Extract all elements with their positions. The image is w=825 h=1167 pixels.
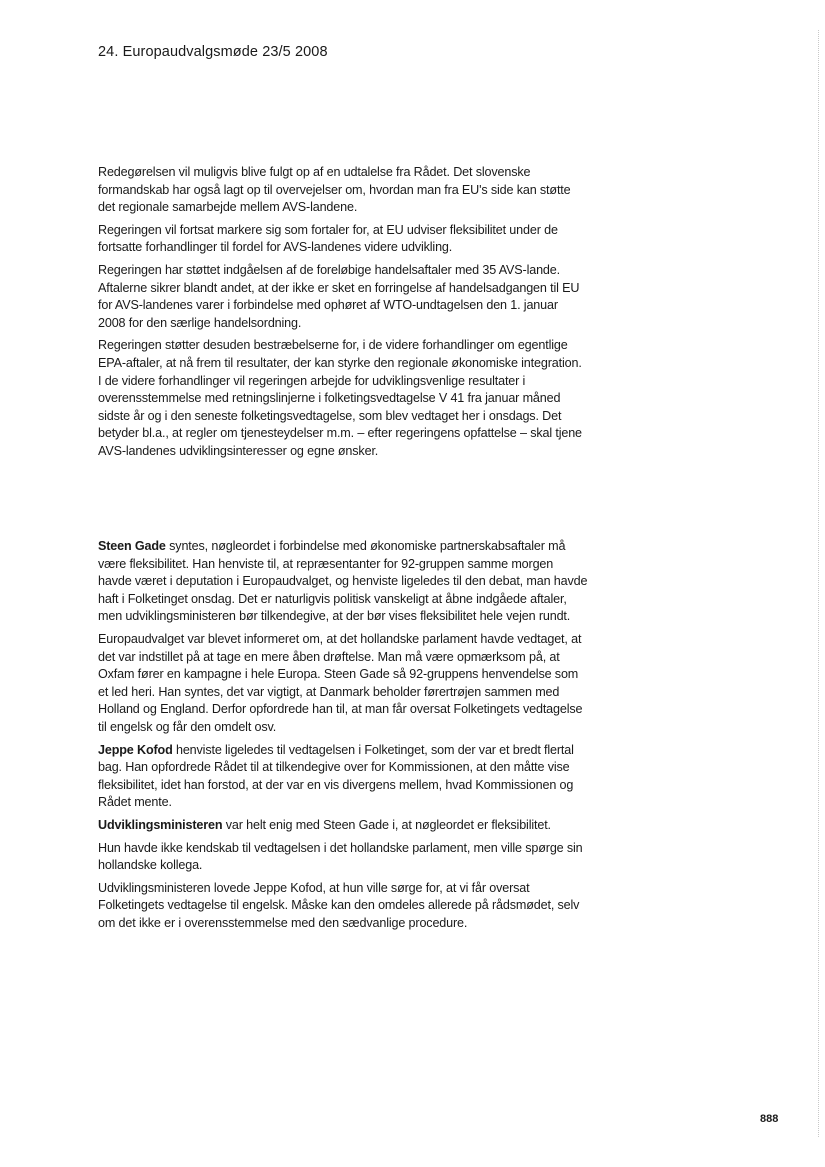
paragraph: Hun havde ikke kendskab til vedtagelsen i det hollandske parlament, men ville spørge sin hollandske kollega. bbox=[98, 840, 583, 873]
page-number: 888 bbox=[760, 1113, 779, 1125]
speaker-name: Jeppe Kofod bbox=[98, 742, 173, 757]
paragraph bbox=[98, 742, 588, 812]
speech-text: var helt enig med Steen Gade i, at nøgleordet er fleksibilitet. bbox=[222, 817, 551, 832]
text-block-debate bbox=[98, 538, 588, 937]
speech-text: henviste ligeledes til vedtagelsen i Folketinget, som der var et bredt flertal bag. Han opfordrede Rådet til at tilkendegive over for Kommissionen, at den måtte vise fleksibilitet, idet han forstod, at der var en vis divergens mellem, hvad Kommissionen og Rådet mente. bbox=[98, 742, 574, 810]
paragraph: Redegørelsen vil muligvis blive fulgt op af en udtalelse fra Rådet. Det slovenske formandskab har også lagt op til overvejelser om, hvordan man fra EU's side kan støtte det regionale samarbejde mellem AVS-landene. bbox=[98, 165, 571, 215]
scan-edge-divider bbox=[818, 30, 819, 1137]
paragraph: Regeringen har støttet indgåelsen af de foreløbige handelsaftaler med 35 AVS-lande. Aftalerne sikrer blandt andet, at der ikke er sket en forringelse af handelsadgangen til EU for AVS-landenes varer i forbindelse med ophøret af WTO-undtagelsen den 1. januar 2008 for den særlige handelsordning. bbox=[98, 262, 580, 330]
paragraph: Udviklingsministeren lovede Jeppe Kofod, at hun ville sørge for, at vi får oversat Folketingets vedtagelse til engelsk. Måske kan den omdeles allerede på rådsmødet, selv om det ikke er i overensstemmelse med den sædvanlige procedure. bbox=[98, 880, 580, 930]
page-header: 24. Europaudvalgsmøde 23/5 2008 bbox=[98, 44, 328, 60]
paragraph bbox=[98, 817, 588, 835]
text-block-report bbox=[98, 164, 588, 466]
paragraph: Regeringen vil fortsat markere sig som fortaler for, at EU udviser fleksibilitet under de fortsatte forhandlinger til fordel for AVS-landenes videre udvikling. bbox=[98, 222, 558, 255]
speaker-name: Steen Gade bbox=[98, 539, 166, 553]
speaker-name: Udviklingsministeren bbox=[98, 817, 223, 832]
paragraph bbox=[98, 538, 588, 626]
speech-text: syntes, nøgleordet i forbindelse med økonomiske partnerskabsaftaler må være fleksibilitet. Han henviste til, at repræsentanter for 92-gruppen samme morgen havde været i deputation i Europaudvalget, og henviste ligeledes til den debat, man havde haft i Folketinget onsdag. Det er naturligvis politisk vanskeligt at åbne indgåede aftaler, men udviklingsministeren bør tilkendegive, at der bør vises fleksibilitet hele vejen rundt. bbox=[98, 539, 588, 624]
paragraph: Regeringen støtter desuden bestræbelserne for, i de videre forhandlinger om egentlige EPA-aftaler, at nå frem til resultater, der kan styrke den regionale økonomiske integration. I de videre forhandlinger vil regeringen arbejde for udviklingsvenlige resultater i overensstemmelse med retningslinjerne i folketingsvedtagelse V 41 fra januar måned sidste år og i den seneste folketingsvedtagelse, som blev vedtaget her i onsdags. Det betyder bl.a., at regler om tjenesteydelser m.m. – efter regeringens opfattelse – skal tjene AVS-landenes udviklingsinteresser og egne ønsker. bbox=[98, 338, 582, 458]
paragraph: Europaudvalget var blevet informeret om, at det hollandske parlament havde vedtaget, at det var indstillet på at tage en mere åben drøftelse. Man må være opmærksom på, at Oxfam fører en kampagne i hele Europa. Steen Gade så 92-gruppens henvendelse som et led heri. Han syntes, det var vigtigt, at Danmark beholder førertrøjen sammen med Holland og England. Derfor opfordrede han til, at man får oversat Folketingets vedtagelse til engelsk og får den omdelt osv. bbox=[98, 631, 583, 734]
